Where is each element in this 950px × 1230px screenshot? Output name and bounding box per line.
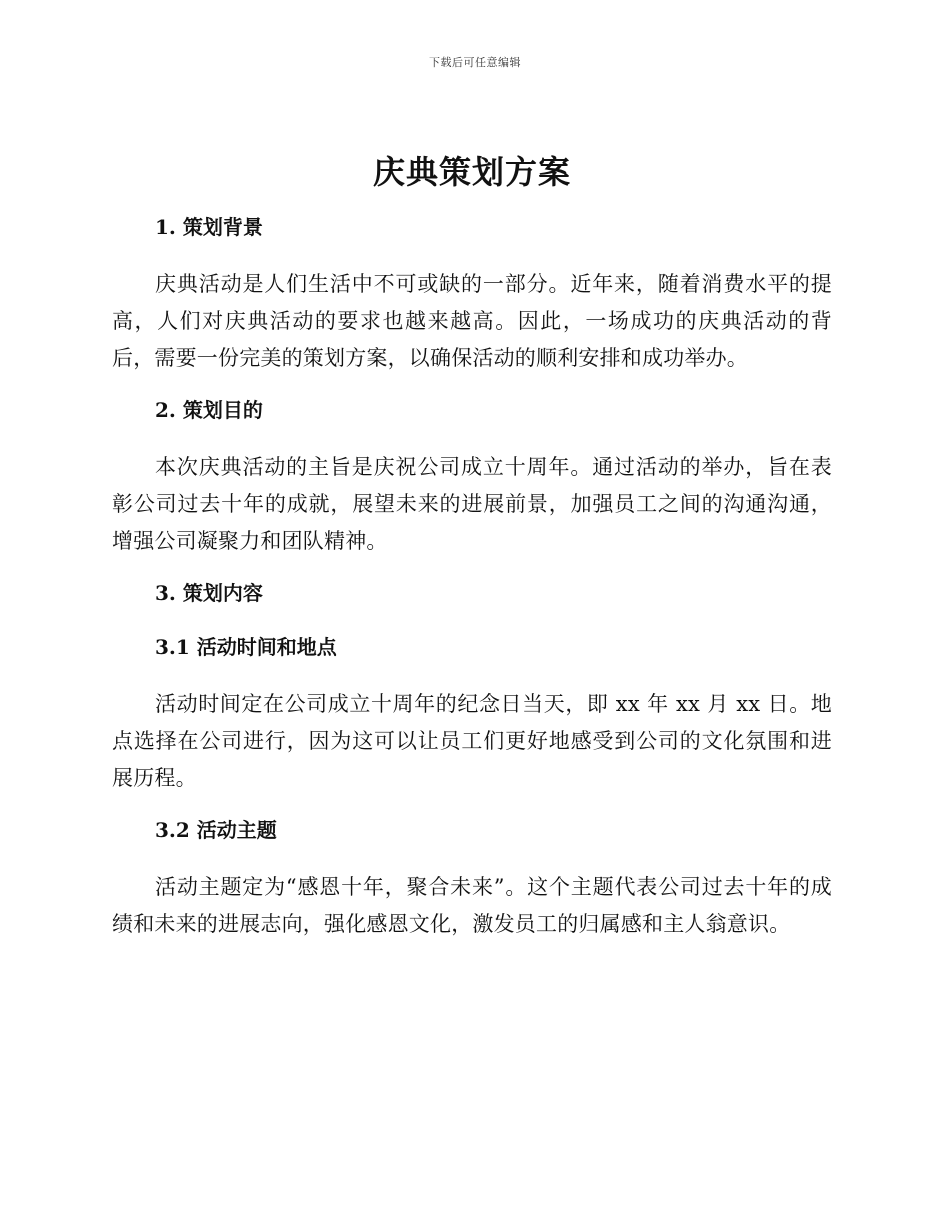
section-paragraph-background: 庆典活动是人们生活中不可或缺的一部分。近年来，随着消费水平的提高，人们对庆典活动的要求也越来越高。因此，一场成功的庆典活动的背后，需要一份完美的策划方案，以确保活动的顺利安排和成功举办。	[112, 272, 832, 370]
section-paragraph-theme: 活动主题定为“感恩十年，聚合未来”。这个主题代表公司过去十年的成绩和未来的进展志向，强化感恩文化，激发员工的归属感和主人翁意识。	[112, 875, 832, 936]
document-content	[112, 150, 832, 943]
section-heading-content: 3. 策划内容	[155, 581, 263, 605]
section-heading-theme: 3.2 活动主题	[155, 818, 277, 842]
section-paragraph-purpose: 本次庆典活动的主旨是庆祝公司成立十周年。通过活动的举办，旨在表彰公司过去十年的成就，展望未来的进展前景，加强员工之间的沟通沟通，增强公司凝聚力和团队精神。	[112, 455, 832, 553]
section-heading-background: 1. 策划背景	[155, 215, 263, 239]
header-note: 下载后可任意编辑	[429, 56, 521, 69]
section-heading-purpose: 2. 策划目的	[155, 398, 263, 422]
document-title: 庆典策划方案	[372, 153, 571, 191]
section-heading-time-location: 3.1 活动时间和地点	[155, 635, 337, 659]
section-paragraph-time-location: 活动时间定在公司成立十周年的纪念日当天，即 xx 年 xx 月 xx 日。地点选择在公司进行，因为这可以让员工们更好地感受到公司的文化氛围和进展历程。	[112, 692, 832, 790]
